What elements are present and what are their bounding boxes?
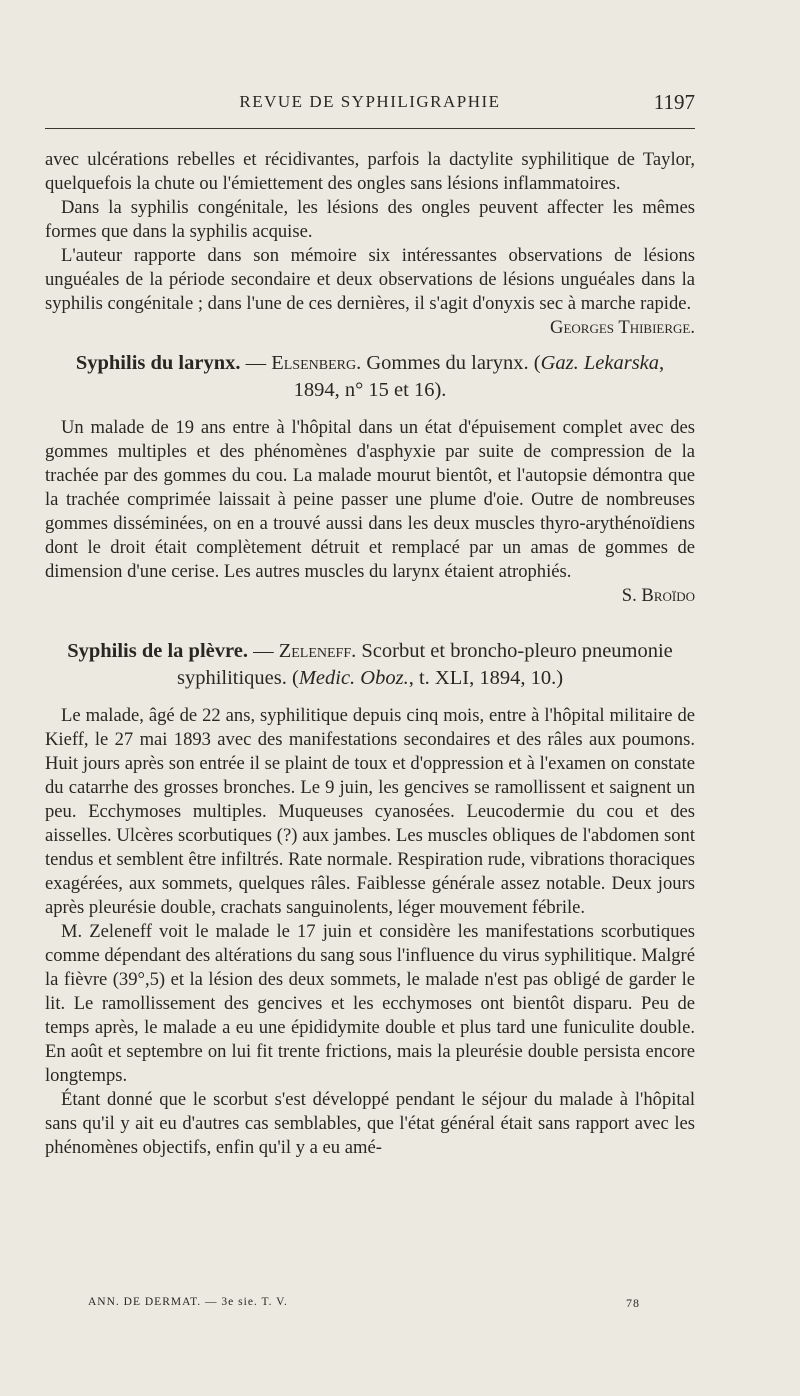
heading-author: Zeleneff.	[278, 640, 357, 662]
heading-author: Elsenberg.	[271, 352, 362, 374]
heading-ref: , 1894, n° 15 et 16).	[293, 352, 665, 401]
heading-journal: Medic. Oboz.	[298, 667, 409, 689]
article-heading: Syphilis du larynx. — Elsenberg. Gommes du larynx. (Gaz. Lekarska, 1894, n° 15 et 16).	[75, 352, 665, 401]
heading-journal: Gaz. Lekarska	[540, 352, 660, 374]
paragraph: Étant donné que le scorbut s'est développé pendant le séjour du malade à l'hôpital sans qu'il y ait eu d'autres cas semblables, que l'état général était sans rapport avec les phénomènes objectifs, enfin qu'il y a eu amé-	[45, 1089, 695, 1158]
running-header	[45, 92, 695, 120]
paragraph: Un malade de 19 ans entre à l'hôpital dans un état d'épuisement complet avec des gommes multiples et des phénomènes d'asphyxie par suite de compression de la trachée par des gommes du cou. La malade mourut bientôt, et l'autopsie démontra que la trachée comprimée laissait à peine passer une plume d'oie. Outre de nombreuses gommes disséminées, on en a trouvé aussi dans les deux muscles thyro-arythénoïdiens dont le droit était complètement détruit et remplacé par un amas de gommes de dimension d'une cerise. Les autres muscles du larynx étaient atrophiés.	[45, 417, 695, 582]
page-number: 1197	[653, 90, 695, 114]
header-rule	[45, 128, 695, 129]
heading-subject: Syphilis de la plèvre.	[67, 640, 248, 662]
page-footer	[88, 1296, 640, 1316]
heading-title: Gommes du larynx. (	[361, 352, 541, 374]
paragraph: Dans la syphilis congénitale, les lésions des ongles peuvent affecter les mêmes formes que dans la syphilis acquise.	[45, 197, 695, 242]
heading-ref: , t. XLI, 1894, 10.)	[408, 667, 564, 689]
heading-subject: Syphilis du larynx.	[75, 352, 241, 374]
page-body	[45, 148, 695, 1160]
signature: Georges Thibierge.	[550, 317, 695, 338]
signature: S. Broïdo	[621, 585, 695, 606]
footer-sheet-number: 78	[626, 1296, 640, 1310]
article-heading: Syphilis de la plèvre. — Zeleneff. Scorbut et broncho-pleuro pneumonie syphilitiques. (Medic. Oboz., t. XLI, 1894, 10.)	[67, 640, 673, 689]
paragraph-text: L'auteur rapporte dans son mémoire six intéressantes observations de lésions unguéales de la période secondaire et deux observations de lésions unguéales dans la syphilis congénitale ; dans l'une de ces dernières, il s'agit d'onyxis sec à marche rapide.	[45, 245, 695, 314]
heading-title: Scorbut et broncho-pleuro pneumonie syphilitiques. (	[176, 640, 673, 689]
paragraph	[45, 244, 695, 338]
paragraph: avec ulcérations rebelles et récidivantes, parfois la dactylite syphilitique de Taylor, quelquefois la chute ou l'émiettement des ongles sans lésions inflammatoires.	[45, 149, 695, 194]
running-title: REVUE DE SYPHILIGRAPHIE	[239, 92, 501, 111]
paragraph: M. Zeleneff voit le malade le 17 juin et considère les manifestations scorbutiques comme dépendant des altérations du sang sous l'influence du virus syphilitique. Malgré la fièvre (39°,5) et la lésion des deux sommets, le malade n'est pas obligé de garder le lit. Le ramollissement des gencives et les ecchymoses ont bientôt disparu. Peu de temps après, le malade a eu une épididymite double et plus tard une funiculite double. En août et septembre on lui fit trente frictions, mais la pleurésie double persista encore longtemps.	[45, 921, 695, 1086]
footer-signature-mark: ANN. DE DERMAT. — 3e sie. T. V.	[88, 1296, 288, 1308]
paragraph: Le malade, âgé de 22 ans, syphilitique depuis cinq mois, entre à l'hôpital militaire de Kieff, le 27 mai 1893 avec des manifestations secondaires et des râles aux poumons. Huit jours après son entrée il se plaint de toux et d'oppression et à l'examen on constate du catarrhe des grosses bronches. Le 9 juin, les gencives se ramollissent et saignent un peu. Ecchymoses multiples. Muqueuses cyanosées. Leucodermie du cou et des aisselles. Ulcères scorbutiques (?) aux jambes. Les muscles obliques de l'abdomen sont tendus et semblent être infiltrés. Rate normale. Respiration rude, vibrations thoraciques exagérées, aux sommets, quelques râles. Faiblesse générale assez notable. Deux jours après pleurésie double, crachats sanguinolents, léger mouvement fébrile.	[45, 705, 695, 918]
